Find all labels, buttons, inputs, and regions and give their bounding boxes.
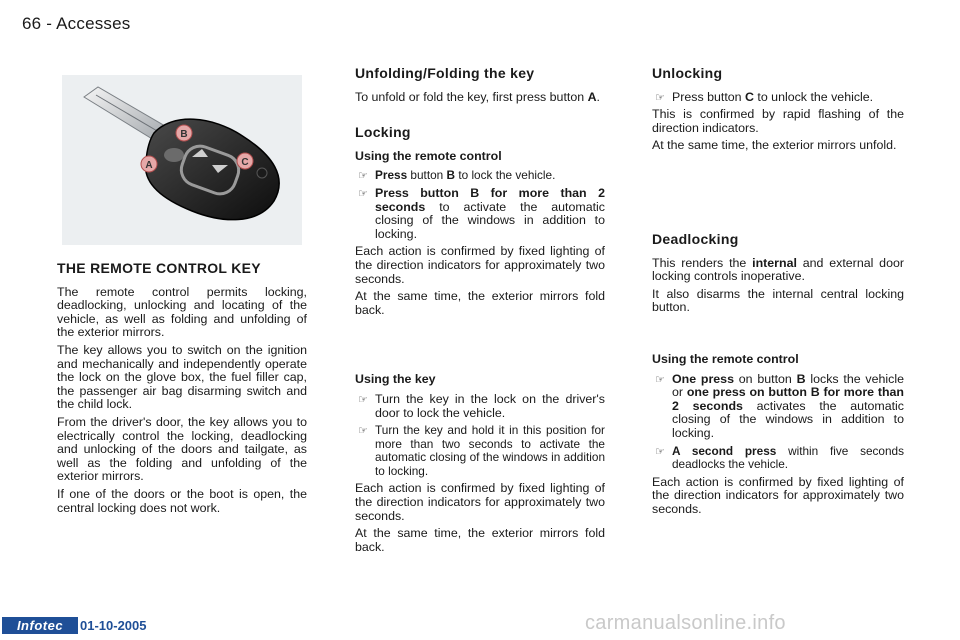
locking-confirm: Each action is confirmed by fixed lighting of the direction indicators for approximately two seconds. xyxy=(355,244,605,286)
pointing-hand-icon: ☞ xyxy=(358,424,368,438)
folding-title: Unfolding/Folding the key xyxy=(355,65,535,81)
unlocking-p2: At the same time, the exterior mirrors unfold. xyxy=(652,138,897,153)
deadlocking-title: Deadlocking xyxy=(652,230,739,247)
remote-key-title: THE REMOTE CONTROL KEY xyxy=(57,260,261,276)
remote-key-p1: The remote control permits locking, deadlocking, unlocking and locating of the vehicle, as well as folding and unfolding of the exterior mirrors. xyxy=(57,284,307,340)
page-header xyxy=(22,14,130,34)
unlocking-deadlocking-column xyxy=(652,67,904,520)
pointing-hand-icon: ☞ xyxy=(358,169,368,183)
label-c: C xyxy=(241,157,249,168)
key-mirrors: At the same time, the exterior mirrors fold back. xyxy=(355,526,605,554)
key-illustration xyxy=(62,75,302,245)
key-bullet-2: ☞ Turn the key and hold it in this position for more than two seconds to activate the automatic closing of the windows in addition to locking. xyxy=(358,423,605,478)
label-a: A xyxy=(145,160,153,171)
key-bullet-1: ☞ Turn the key in the lock on the driver's door to lock the vehicle. xyxy=(358,391,605,420)
pointing-hand-icon: ☞ xyxy=(358,186,368,200)
section-title: Accesses xyxy=(56,14,131,33)
locking-bullet-2: ☞ Press button B for more than 2 seconds to activate the automatic closing of the windows in addition to locking. xyxy=(358,185,605,241)
unlocking-p1: This is confirmed by rapid flashing of the direction indicators. xyxy=(652,107,904,135)
pointing-hand-icon: ☞ xyxy=(655,372,665,386)
deadlocking-bullet-2: ☞ A second press within five seconds deadlocks the vehicle. xyxy=(655,443,905,472)
infotec-badge: Infotec xyxy=(2,617,78,634)
deadlocking-p2: It also disarms the internal central locking button. xyxy=(652,286,904,315)
key-confirm: Each action is confirmed by fixed lighting of the direction indicators for approximately two seconds. xyxy=(355,481,605,523)
pointing-hand-icon: ☞ xyxy=(655,444,665,458)
remote-key-image xyxy=(62,75,302,245)
watermark: carmanualsonline.info xyxy=(585,612,786,634)
deadlocking-confirm: Each action is confirmed by fixed lighting of the direction indicators for approximately two seconds. xyxy=(652,474,904,516)
unlocking-title: Unlocking xyxy=(652,65,723,81)
label-b: B xyxy=(180,129,188,140)
page-number: 66 xyxy=(22,14,42,33)
folding-locking-column xyxy=(355,67,605,558)
locking-bullet-1: ☞ Press button B to lock the vehicle. xyxy=(358,168,556,183)
locking-remote-heading: Using the remote control xyxy=(355,148,502,163)
locking-mirrors: At the same time, the exterior mirrors fold back. xyxy=(355,289,605,317)
pointing-hand-icon: ☞ xyxy=(358,392,368,406)
remote-key-column xyxy=(57,262,307,519)
remote-key-p2: The key allows you to switch on the ignition and mechanically and independently operate the lock on the glove box, the fuel filler cap, the passenger air bag disarming switch and the child lock. xyxy=(57,342,307,412)
locking-key-heading: Using the key xyxy=(355,372,436,387)
folding-text: To unfold or fold the key, first press button A. xyxy=(355,89,600,104)
pointing-hand-icon: ☞ xyxy=(655,90,665,104)
header-separator: - xyxy=(46,14,53,33)
deadlocking-bullet-1: ☞ One press on button B locks the vehicle or one press on button B for more than 2 seconds activates the automatic closing of the windows in addition to locking. xyxy=(655,371,905,440)
locking-title: Locking xyxy=(355,124,411,141)
deadlocking-remote-heading: Using the remote control xyxy=(652,351,799,366)
footer-date: 01-10-2005 xyxy=(80,618,147,633)
deadlocking-p1: This renders the internal and external door locking controls inoperative. xyxy=(652,255,904,284)
remote-key-p3: From the driver's door, the key allows you to electrically control the locking, deadlocking and unlocking of the doors and tailgate, as well as the folding and unfolding of the exterior mirrors. xyxy=(57,414,307,484)
remote-key-p4: If one of the doors or the boot is open, the central locking does not work. xyxy=(57,486,307,515)
unlocking-bullet: ☞ Press button C to unlock the vehicle. xyxy=(655,89,874,104)
